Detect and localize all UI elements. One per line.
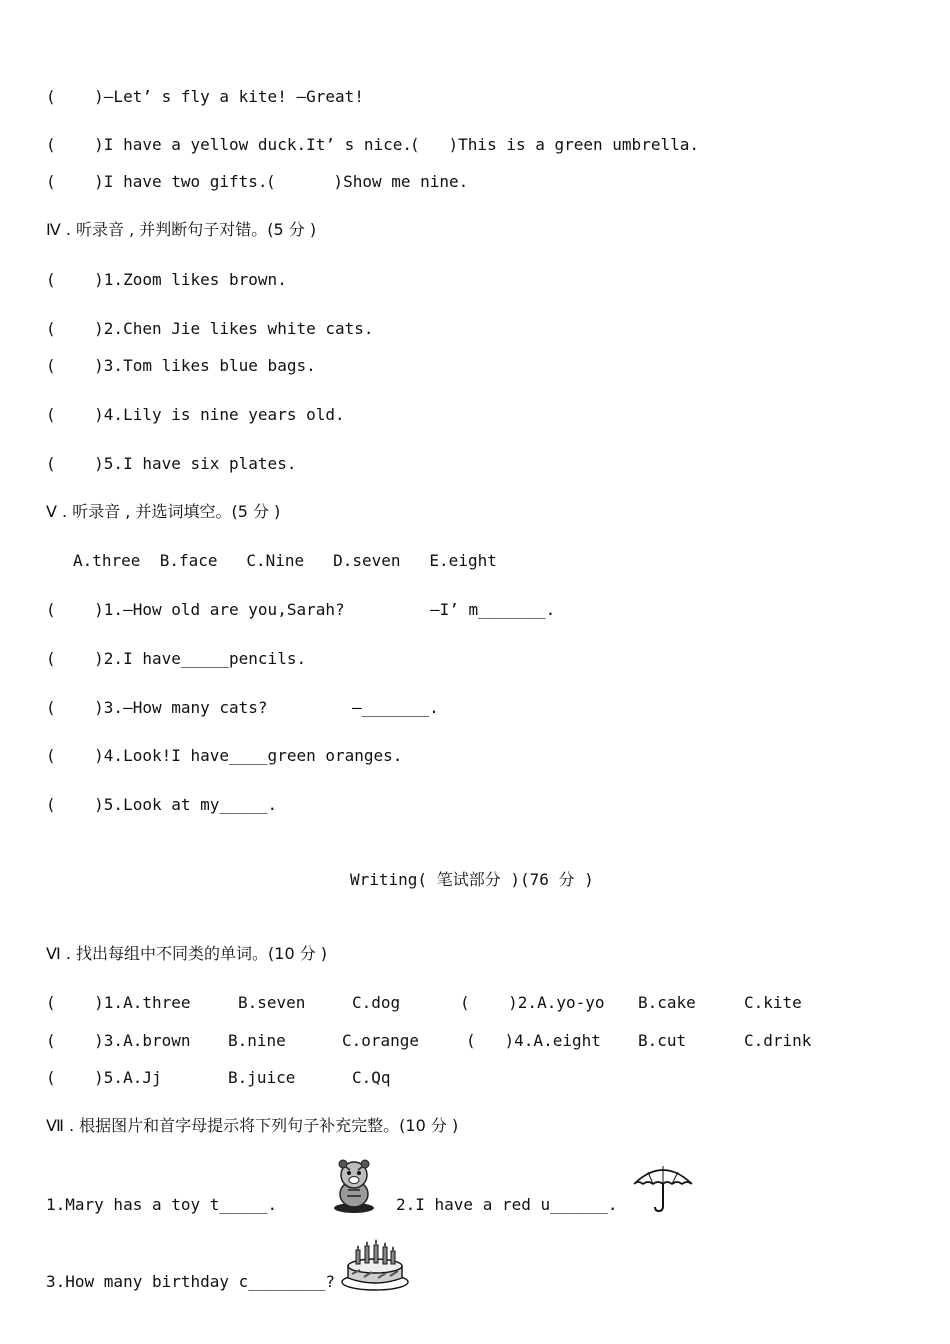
- item-kite: ( )—Let’ s fly a kite! —Great!: [46, 87, 364, 106]
- section6-heading: Ⅵ . 找出每组中不同类的单词。(10 分 ): [46, 944, 328, 963]
- section6-row2-c: C.orange: [342, 1031, 420, 1050]
- section5-item-3: ( )3.—How many cats?: [46, 698, 268, 717]
- section6-row1-q1: ( )1.A.three: [46, 993, 191, 1012]
- section6-row1-c: C.dog: [352, 993, 401, 1012]
- section6-row3-c: C.Qq: [352, 1068, 391, 1087]
- section5-heading: Ⅴ . 听录音 , 并选词填空。(5 分 ): [46, 502, 281, 521]
- section6-row2-f: C.drink: [744, 1031, 812, 1050]
- section7-heading: Ⅶ . 根据图片和首字母提示将下列句子补充完整。(10 分 ): [46, 1116, 459, 1135]
- section5-item-1-answer: —I’ m_______.: [430, 600, 556, 619]
- section6-row3-b: B.juice: [228, 1068, 296, 1087]
- section4-heading: Ⅳ . 听录音 , 并判断句子对错。(5 分 ): [46, 220, 317, 239]
- section5-item-3-answer: —_______.: [352, 698, 439, 717]
- section4-item-4: ( )4.Lily is nine years old.: [46, 405, 345, 424]
- item-duck: ( )I have a yellow duck.It’ s nice.: [46, 135, 413, 154]
- item-nine: ( )Show me nine.: [266, 172, 469, 191]
- section6-row1-f: C.kite: [744, 993, 802, 1012]
- section4-item-1: ( )1.Zoom likes brown.: [46, 270, 287, 289]
- section5-item-4: ( )4.Look!I have____green oranges.: [46, 746, 403, 765]
- section5-item-5: ( )5.Look at my_____.: [46, 795, 278, 814]
- section7-q1: 1.Mary has a toy t_____.: [46, 1195, 278, 1214]
- tiger-icon: [328, 1158, 380, 1214]
- section4-item-3: ( )3.Tom likes blue bags.: [46, 356, 316, 375]
- section6-row1-q2: ( )2.A.yo-yo: [460, 993, 605, 1012]
- birthday-cake-icon: [340, 1236, 410, 1292]
- umbrella-icon: [632, 1162, 694, 1214]
- section6-row1-b: B.seven: [238, 993, 306, 1012]
- item-gifts: ( )I have two gifts.: [46, 172, 268, 191]
- section6-row1-e: B.cake: [638, 993, 696, 1012]
- section7-q2: 2.I have a red u______.: [396, 1195, 618, 1214]
- section5-item-1: ( )1.—How old are you,Sarah?: [46, 600, 345, 619]
- item-umbrella: ( )This is a green umbrella.: [410, 135, 699, 154]
- section6-row3-q5: ( )5.A.Jj: [46, 1068, 162, 1087]
- section6-row2-q3: ( )3.A.brown: [46, 1031, 191, 1050]
- section6-row2-q4: ( )4.A.eight: [466, 1031, 601, 1050]
- section6-row2-e: B.cut: [638, 1031, 687, 1050]
- section4-item-2: ( )2.Chen Jie likes white cats.: [46, 319, 374, 338]
- section5-item-2: ( )2.I have_____pencils.: [46, 649, 307, 668]
- section7-q3: 3.How many birthday c________?: [46, 1272, 335, 1291]
- section5-options: A.three B.face C.Nine D.seven E.eight: [73, 551, 497, 570]
- section6-row2-b: B.nine: [228, 1031, 286, 1050]
- writing-title: Writing( 笔试部分 )(76 分 ): [350, 870, 594, 889]
- section4-item-5: ( )5.I have six plates.: [46, 454, 297, 473]
